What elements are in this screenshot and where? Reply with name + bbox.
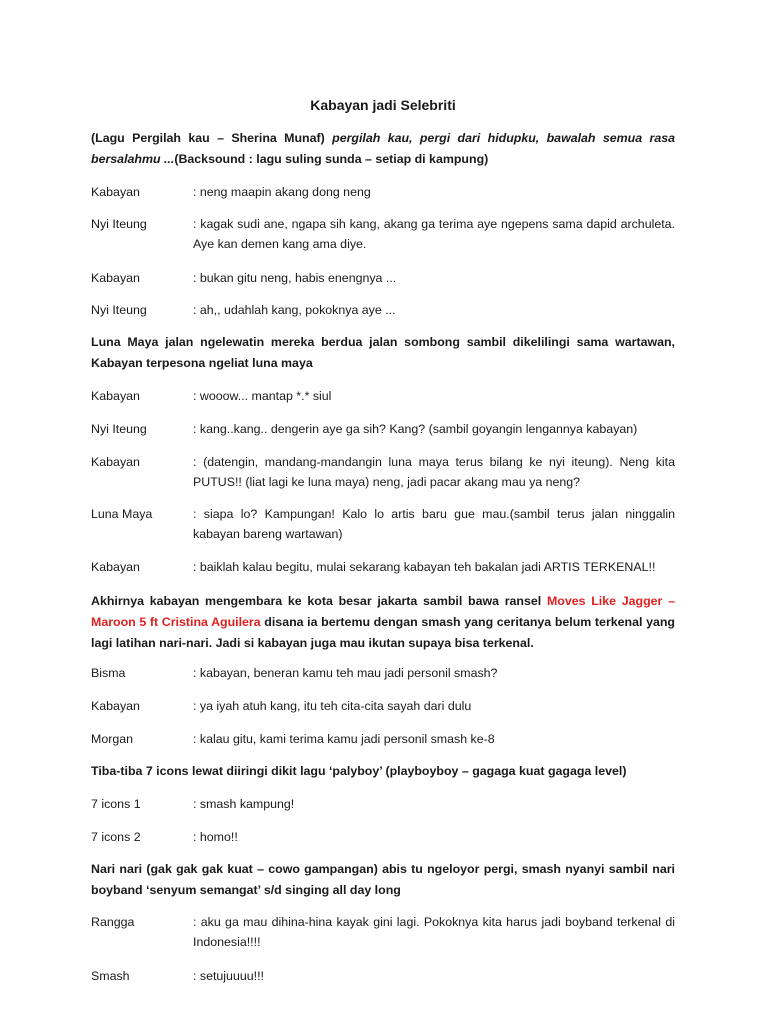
speech-text: : neng maapin akang dong neng (193, 185, 371, 199)
narration-paragraph: Tiba-tiba 7 icons lewat diiringi dikit lagu ‘palyboy’ (playboyboy – gagaga kuat gagaga level) (91, 764, 627, 778)
document-title: Kabayan jadi Selebriti (310, 97, 456, 113)
speaker-name: Kabayan (91, 699, 140, 713)
speaker-name: Luna Maya (91, 507, 153, 521)
speech-text: : kalau gitu, kami terima kamu jadi personil smash ke-8 (193, 732, 495, 746)
narration-text: disana ia bertemu dengan smash yang ceritanya belum terkenal yang lagi latihan nari-nari. Jadi si kabayan juga mau ikutan supaya bisa terkenal. (91, 615, 676, 650)
speaker-name: Kabayan (91, 389, 140, 403)
song-title: Moves Like Jagger – Maroon 5 ft Cristina Aguilera (91, 594, 675, 629)
speaker-name: Nyi Iteung (91, 217, 147, 231)
speech-text: : baiklah kalau begitu, mulai sekarang kabayan teh bakalan jadi ARTIS TERKENAL!! (193, 560, 656, 574)
speech-text: : wooow... mantap *.* siul (193, 389, 332, 403)
speech-text: : kang..kang.. dengerin aye ga sih? Kang? (sambil goyangin lengannya kabayan) (193, 422, 638, 436)
narration-paragraph (91, 591, 675, 654)
speech-text: : kagak sudi ane, ngapa sih kang, akang ga terima aye ngepens sama dapid archuleta. Aye kan demen kang ama diye. (193, 217, 675, 251)
speaker-name: 7 icons 1 (91, 797, 141, 811)
speaker-name: Rangga (91, 915, 135, 929)
speech-text: : bukan gitu neng, habis enengnya ... (193, 271, 397, 285)
speech-text: : siapa lo? Kampungan! Kalo lo artis baru gue mau.(sambil terus jalan ninggalin kabayan bareng wartawan) (193, 507, 675, 541)
speaker-name: Kabayan (91, 455, 140, 469)
speaker-name: Nyi Iteung (91, 303, 147, 317)
speaker-name: Smash (91, 969, 130, 983)
speaker-name: Kabayan (91, 271, 140, 285)
speech-text: : smash kampung! (193, 797, 295, 811)
intro-paragraph (91, 128, 675, 170)
intro-lyrics: pergilah kau, pergi dari hidupku, bawalah semua rasa bersalahmu ... (91, 131, 675, 166)
narration-paragraph: Nari nari (gak gak gak kuat – cowo gampangan) abis tu ngeloyor pergi, smash nyanyi sambil nari boyband ‘senyum semangat’ s/d singing all day long (91, 862, 675, 897)
speaker-name: 7 icons 2 (91, 830, 141, 844)
speech-text: : (datengin, mandang-mandangin luna maya terus bilang ke nyi iteung). Neng kita PUTUS!! (liat lagi ke luna maya) neng, jadi pacar akang mau ya neng? (193, 455, 675, 489)
speech-text: : ah,, udahlah kang, pokoknya aye ... (193, 303, 396, 317)
speech-text: : homo!! (193, 830, 238, 844)
speaker-name: Kabayan (91, 560, 140, 574)
speaker-name: Nyi Iteung (91, 422, 147, 436)
speaker-name: Kabayan (91, 185, 140, 199)
speech-text: : aku ga mau dihina-hina kayak gini lagi. Pokoknya kita harus jadi boyband terkenal di Indonesia!!!! (193, 915, 675, 949)
speech-text: : kabayan, beneran kamu teh mau jadi personil smash? (193, 666, 498, 680)
intro-song: (Lagu Pergilah kau – Sherina Munaf) (91, 131, 325, 145)
narration-text: Akhirnya kabayan mengembara ke kota besar jakarta sambil bawa ransel (91, 594, 542, 608)
document-page (91, 0, 675, 1024)
narration-paragraph: Luna Maya jalan ngelewatin mereka berdua jalan sombong sambil dikelilingi sama wartawan, Kabayan terpesona ngeliat luna maya (91, 335, 675, 370)
speaker-name: Bisma (91, 666, 126, 680)
speaker-name: Morgan (91, 732, 134, 746)
speech-text: : setujuuuu!!! (193, 969, 264, 983)
speech-text: : ya iyah atuh kang, itu teh cita-cita sayah dari dulu (193, 699, 472, 713)
intro-backsound: (Backsound : lagu suling sunda – setiap di kampung) (174, 152, 489, 166)
